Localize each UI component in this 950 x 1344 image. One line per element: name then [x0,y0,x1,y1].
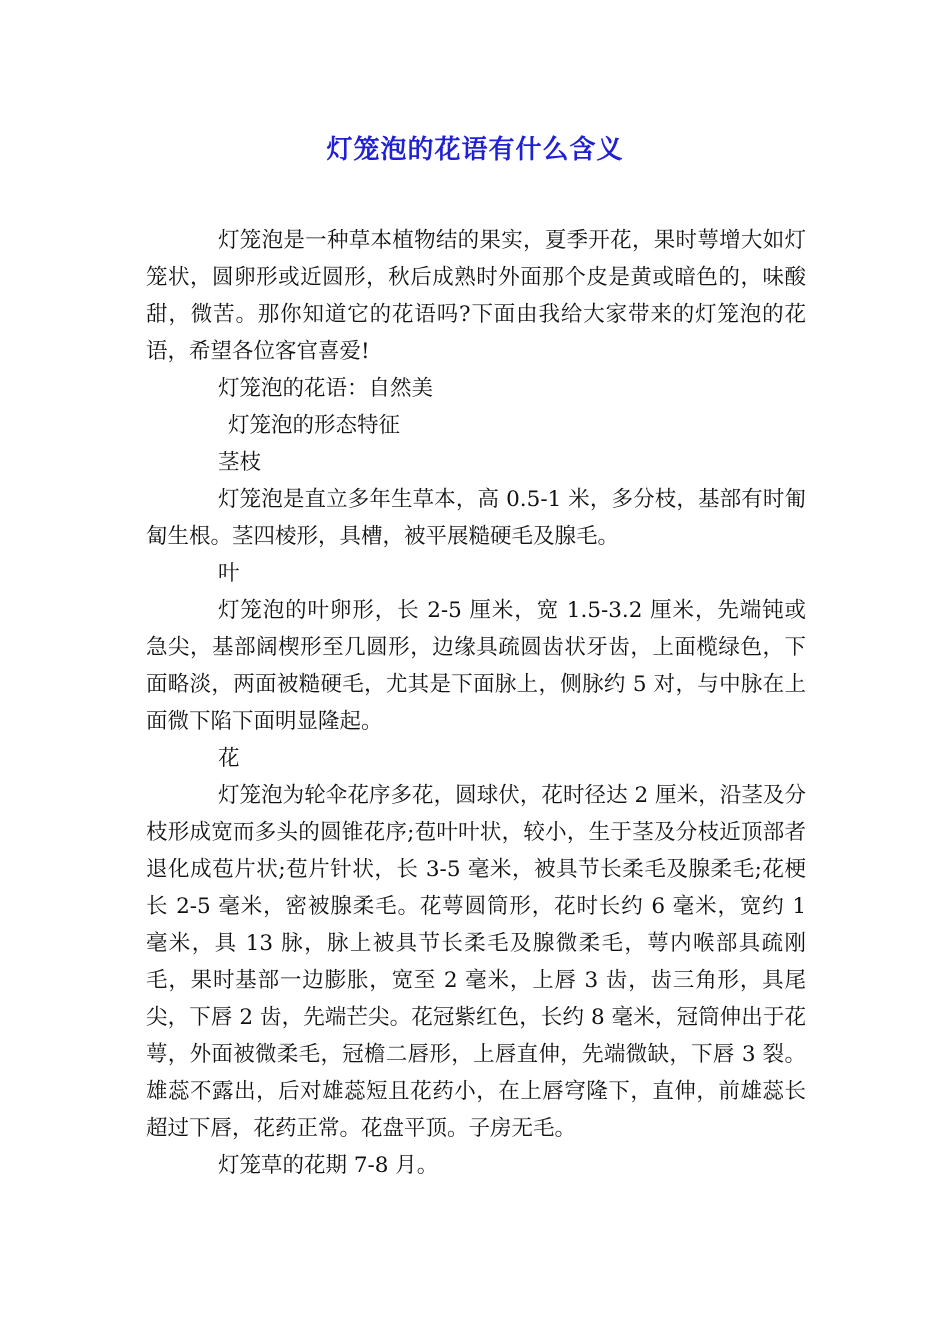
paragraph-intro: 灯笼泡是一种草本植物结的果实，夏季开花，果时萼增大如灯笼状，圆卵形或近圆形，秋后成熟时外面那个皮是黄或暗色的，味酸甜，微苦。那你知道它的花语吗?下面由我给大家带来的灯笼泡的花语，希望各位客官喜爱! [146,228,806,364]
subheading-leaf: 叶 [218,561,240,586]
section-heading-morphology: 灯笼泡的形态特征 [228,413,401,438]
paragraph-flower: 灯笼泡为轮伞花序多花，圆球伏，花时径达 2 厘米，沿茎及分枝形成宽而多头的圆锥花序;苞叶叶状，较小，生于茎及分枝近顶部者退化成苞片状;苞片针状，长 3-5 毫米，被具节长柔毛及腺柔毛;花梗长 2-5 毫米，密被腺柔毛。花萼圆筒形，花时长约 6 毫米，宽约 1 毫米，具 13 脉，脉上被具节长柔毛及腺微柔毛，萼内喉部具疏刚毛，果时基部一边膨胀，宽至 2 毫米，上唇 3 齿，齿三角形，具尾尖，下唇 2 齿，先端芒尖。花冠紫红色，长约 8 毫米，冠筒伸出于花萼，外面被微柔毛，冠檐二唇形，上唇直伸，先端微缺，下唇 3 裂。雄蕊不露出，后对雄蕊短且花药小，在上唇穹隆下，直伸，前雄蕊长超过下唇，花药正常。花盘平顶。子房无毛。 [146,783,806,1141]
paragraph-flower-language: 灯笼泡的花语：自然美 [218,376,434,401]
subheading-stem: 茎枝 [218,450,262,475]
paragraph-leaf: 灯笼泡的叶卵形，长 2-5 厘米，宽 1.5-3.2 厘米，先端钝或急尖，基部阔楔形至几圆形，边缘具疏圆齿状牙齿，上面榄绿色，下面略淡，两面被糙硬毛，尤其是下面脉上，侧脉约 5 对，与中脉在上面微下陷下面明显隆起。 [146,598,806,734]
page-title: 灯笼泡的花语有什么含义 [326,135,624,165]
paragraph-flowering-period: 灯笼草的花期 7-8 月。 [218,1153,439,1178]
subheading-flower: 花 [218,746,240,771]
paragraph-stem: 灯笼泡是直立多年生草本，高 0.5-1 米，多分枝，基部有时匍匐生根。茎四棱形，具槽，被平展糙硬毛及腺毛。 [146,487,806,549]
document-body [146,222,806,1184]
